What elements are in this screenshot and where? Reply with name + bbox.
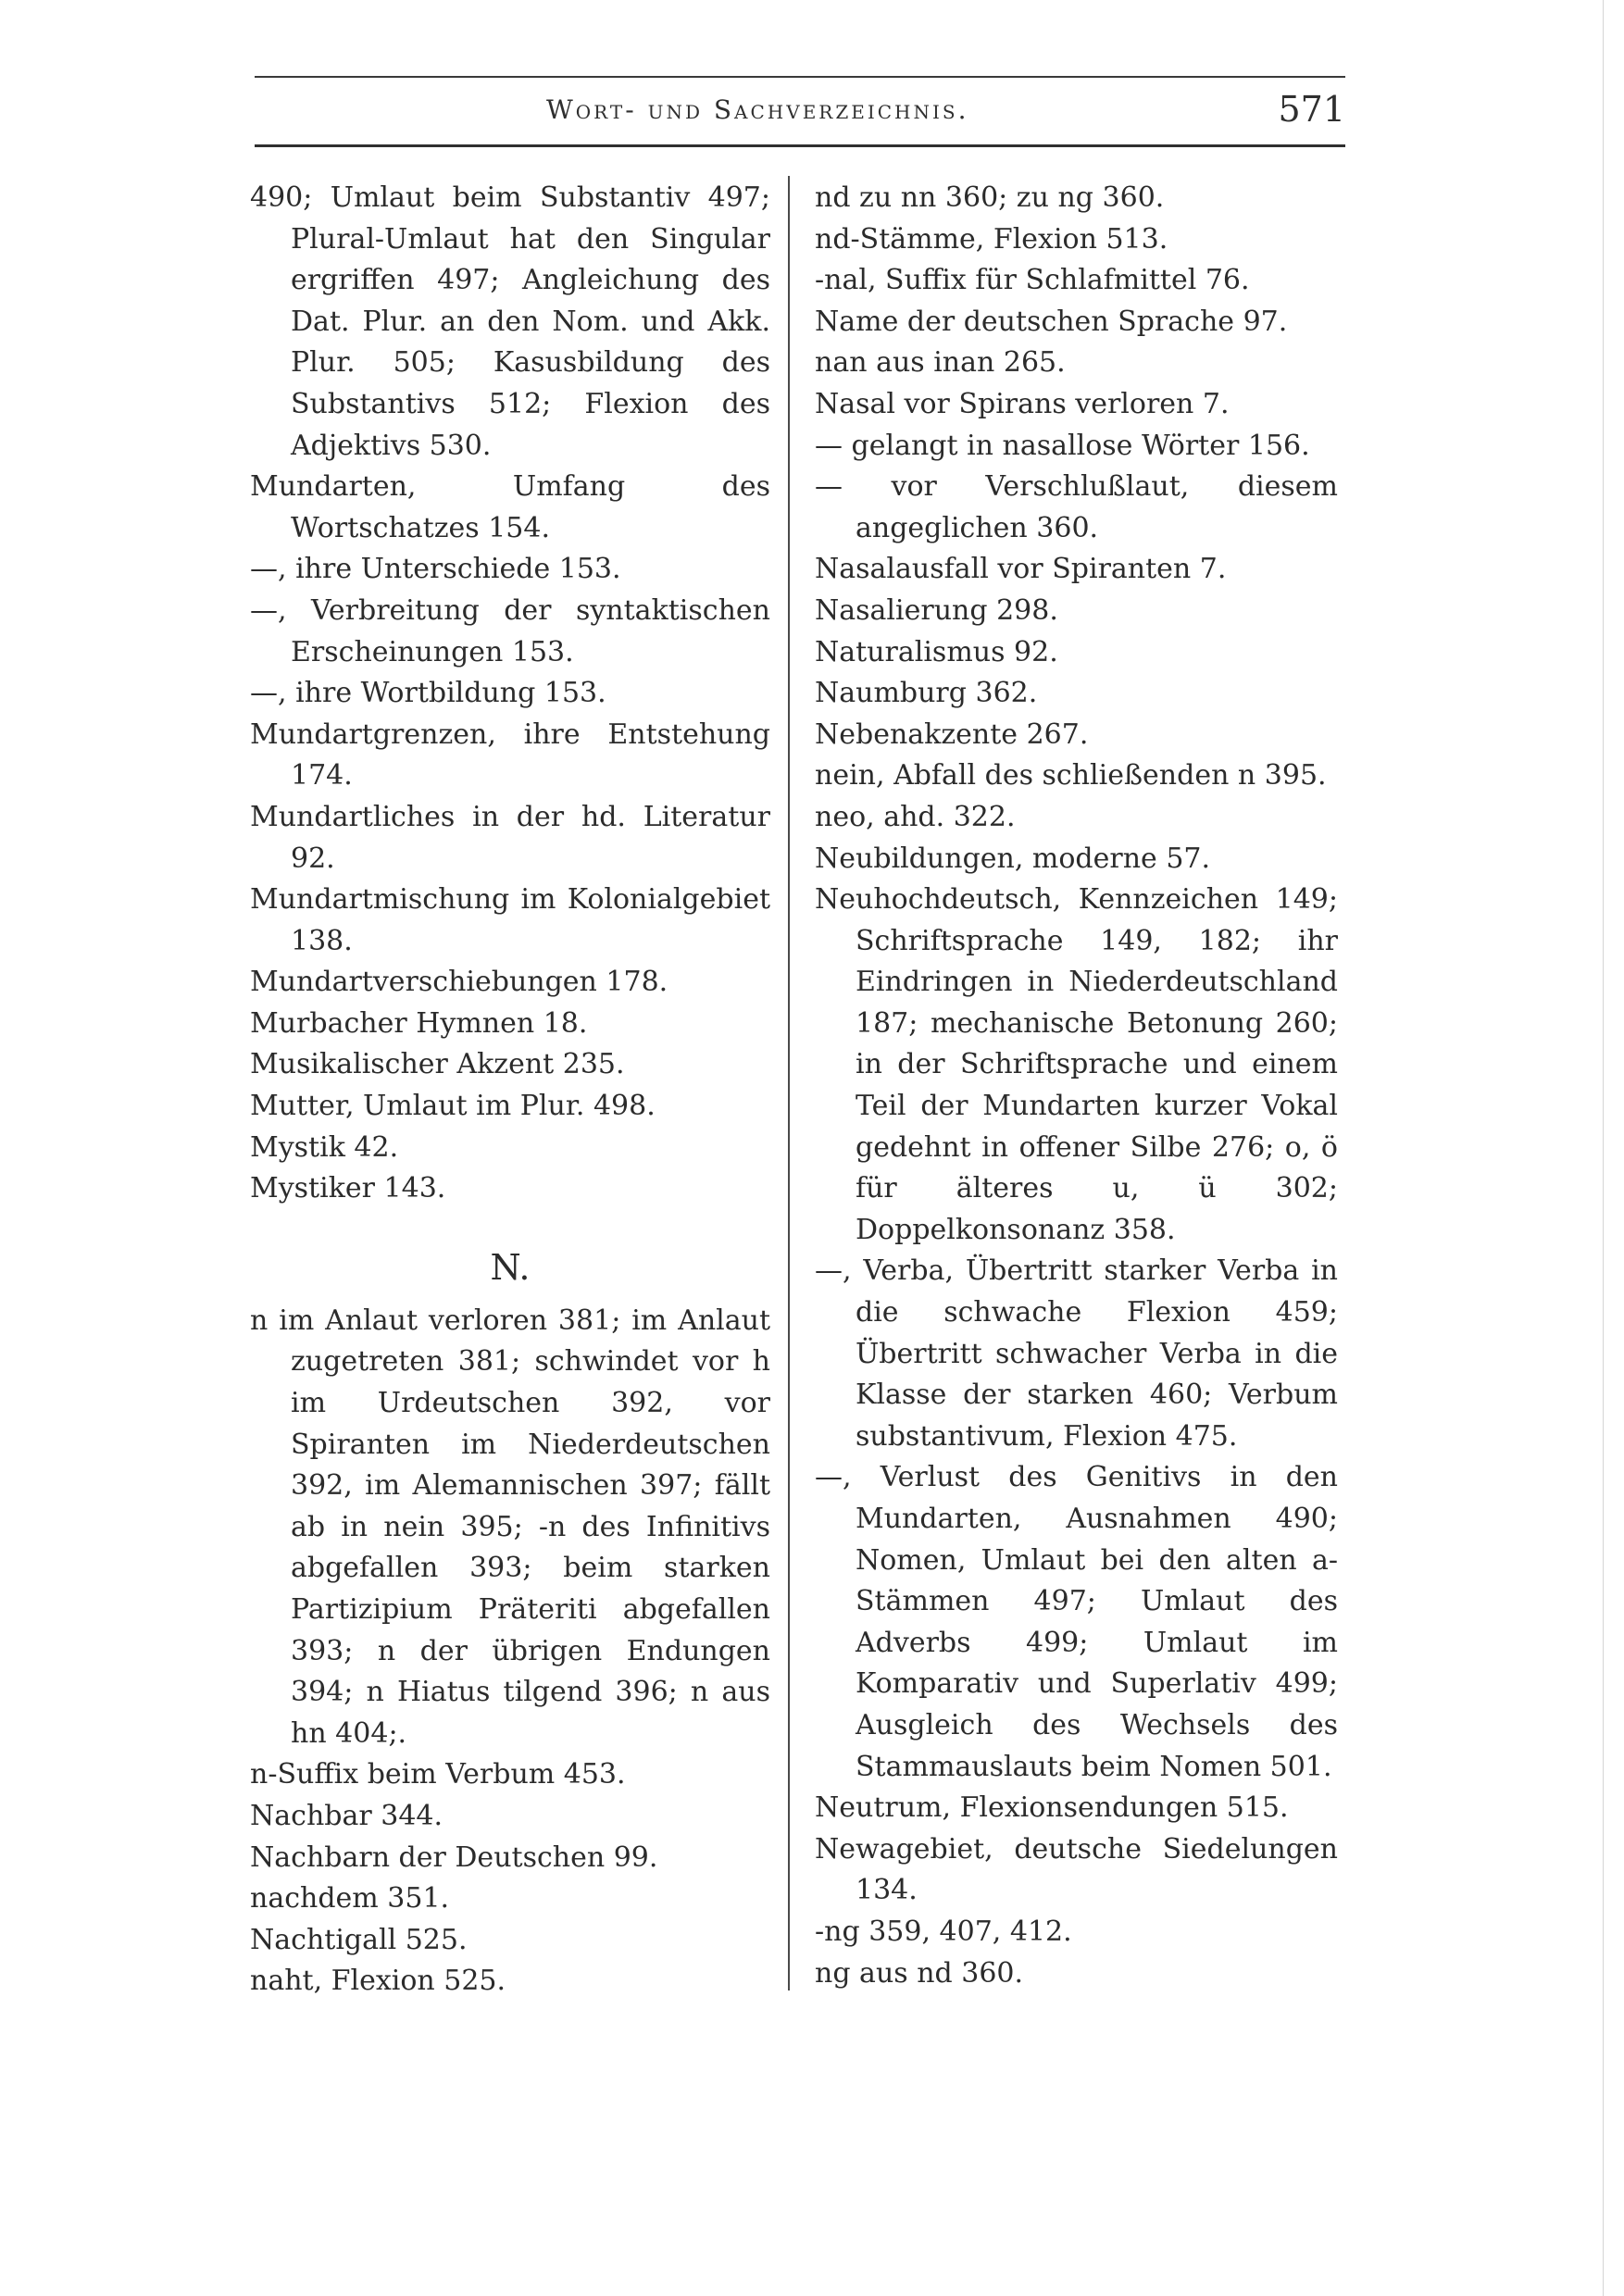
header-bottom-rule — [255, 144, 1345, 147]
index-entry: Mundartgrenzen, ihre Entstehung 174. — [250, 718, 770, 792]
index-entry: nan aus inan 265. — [815, 346, 1066, 380]
index-entry: Mundartliches in der hd. Literatur 92. — [250, 800, 770, 875]
column-divider — [788, 176, 790, 1990]
index-entry: Neuhochdeutsch, Kennzeichen 149; Schriftsprache 149, 182; ihr Eindringen in Niederdeutschland 187; mechanische Betonung 260; in der Schriftsprache und einem Teil der Mundarten kurzer Vokal gedehnt in offener Silbe 276; o, ö für älteres u, ü 302; Doppelkonsonanz 358. — [815, 883, 1338, 1246]
letter-heading-n: N. — [490, 1246, 531, 1288]
index-entry: Newagebiet, deutsche Siedelungen 134. — [815, 1832, 1338, 1907]
page-number: 571 — [1278, 89, 1345, 130]
index-entry: Murbacher Hymnen 18. — [250, 1006, 588, 1040]
index-entry: ng aus nd 360. — [815, 1956, 1024, 1990]
index-entry: -ng 359, 407, 412. — [815, 1915, 1072, 1948]
index-entry: 490; Umlaut beim Substantiv 497; Plural-Umlaut hat den Singular ergriffen 497; Angleichung des Dat. Plur. an den Nom. und Akk. Plur. 505; Kasusbildung des Substantivs 512; Flexion des Adjektivs 530. — [250, 181, 770, 462]
index-entry: Name der deutschen Sprache 97. — [815, 305, 1288, 338]
index-entry: -nal, Suffix für Schlafmittel 76. — [815, 264, 1250, 297]
index-entry: —, Verlust des Genitivs in den Mundarten, Ausnahmen 490; Nomen, Umlaut bei den alten a-Stämmen 497; Umlaut des Adverbs 499; Umlaut im Komparativ und Superlativ 499; Ausgleich des Wechsels des Stammauslauts beim Nomen 501. — [815, 1461, 1338, 1783]
index-entry: n im Anlaut verloren 381; im Anlaut zugetreten 381; schwindet vor h im Urdeutschen 392, vor Spiranten im Niederdeutschen 392, im Alemannischen 397; fällt ab in nein 395; -n des Infinitivs abgefallen 393; beim starken Partizipium Präteriti abgefallen 393; n der übrigen Endungen 394; n Hiatus tilgend 396; n aus hn 404;. — [250, 1304, 770, 1750]
index-entry: Musikalischer Akzent 235. — [250, 1048, 625, 1081]
left-column — [250, 178, 770, 2003]
index-entry: —, Verbreitung der syntaktischen Erscheinungen 153. — [250, 593, 770, 668]
index-entry: naht, Flexion 525. — [250, 1965, 506, 1998]
index-entry: —, ihre Unterschiede 153. — [250, 553, 621, 586]
index-entry: nd-Stämme, Flexion 513. — [815, 222, 1168, 256]
index-entry: Nachtigall 525. — [250, 1923, 468, 1956]
header-top-rule — [255, 76, 1345, 78]
index-entry: — vor Verschlußlaut, diesem angeglichen 360. — [815, 470, 1338, 544]
index-entry: Neubildungen, moderne 57. — [815, 842, 1211, 875]
index-entry: n-Suffix beim Verbum 453. — [250, 1758, 626, 1791]
running-header — [255, 80, 1345, 143]
index-entry: Mundarten, Umfang des Wortschatzes 154. — [250, 470, 770, 544]
index-entry: Nachbarn der Deutschen 99. — [250, 1841, 658, 1874]
index-entry: nein, Abfall des schließenden n 395. — [815, 759, 1327, 792]
index-entry: Mundartmischung im Kolonialgebiet 138. — [250, 883, 770, 957]
index-entry: Mutter, Umlaut im Plur. 498. — [250, 1090, 656, 1123]
index-entry: —, Verba, Übertritt starker Verba in die schwache Flexion 459; Übertritt schwacher Verba in die Klasse der starken 460; Verbum substantivum, Flexion 475. — [815, 1254, 1338, 1453]
running-header-title: Wort- und Sachverzeichnis. — [546, 94, 969, 125]
right-column — [815, 178, 1338, 1994]
index-entry: Nebenakzente 267. — [815, 718, 1089, 751]
index-entry: Mundartverschiebungen 178. — [250, 966, 668, 999]
index-entry: Nasalausfall vor Spiranten 7. — [815, 553, 1227, 586]
index-entry: nachdem 351. — [250, 1882, 450, 1915]
index-entry: Nasal vor Spirans verloren 7. — [815, 387, 1230, 420]
index-entry: Mystik 42. — [250, 1130, 399, 1164]
index-entry: Naturalismus 92. — [815, 635, 1058, 668]
index-entry: —, ihre Wortbildung 153. — [250, 677, 606, 710]
index-entry: Neutrum, Flexionsendungen 515. — [815, 1791, 1289, 1825]
page-edge-line — [1603, 0, 1604, 2296]
index-entry: Nasalierung 298. — [815, 593, 1058, 627]
index-entry: nd zu nn 360; zu ng 360. — [815, 181, 1165, 214]
index-entry: Nachbar 344. — [250, 1799, 443, 1832]
index-entry: — gelangt in nasallose Wörter 156. — [815, 429, 1310, 462]
index-entry: Naumburg 362. — [815, 677, 1038, 710]
index-entry: neo, ahd. 322. — [815, 800, 1016, 833]
index-entry: Mystiker 143. — [250, 1172, 446, 1205]
